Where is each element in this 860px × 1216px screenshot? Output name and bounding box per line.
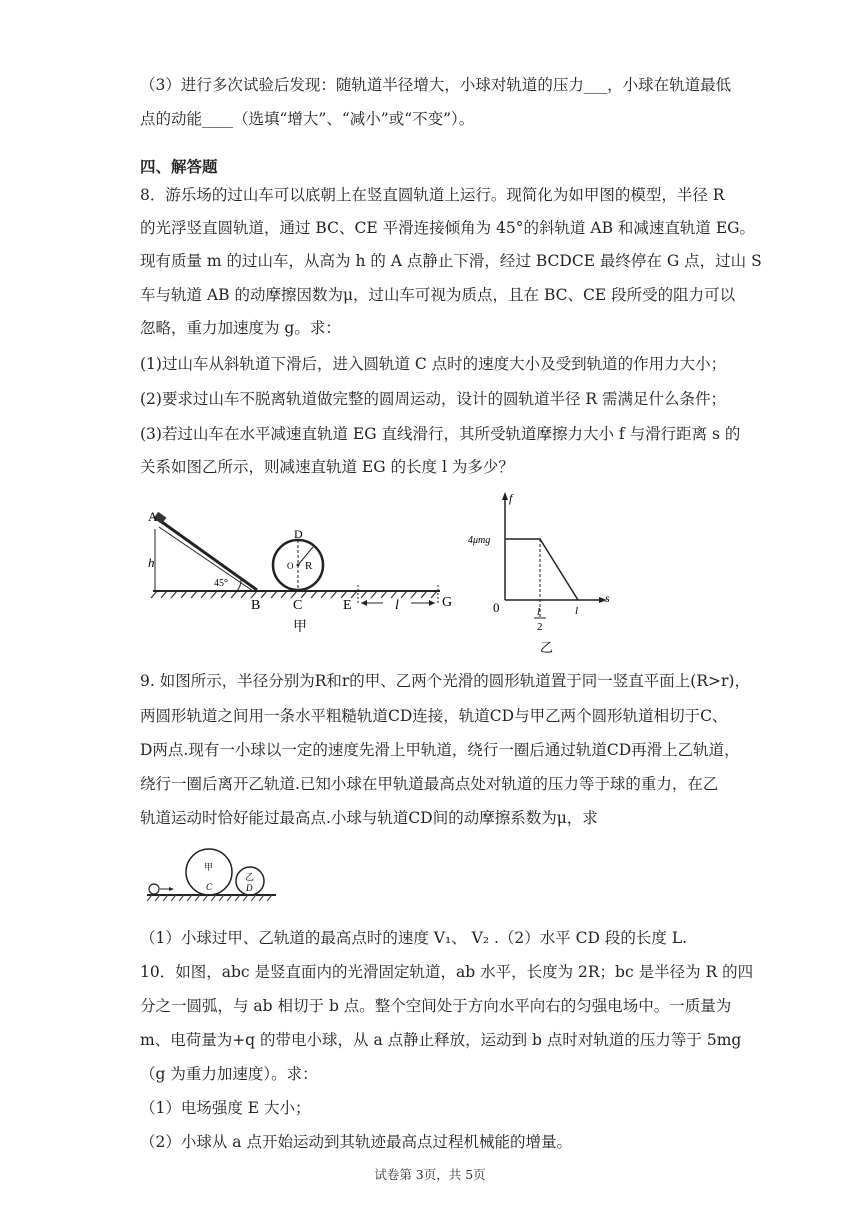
caption-jia: 甲 <box>293 620 307 635</box>
q9-subquestions: （1）小球过甲、乙轨道的最高点时的速度 V₁、 V₂ .（2）水平 CD 段的长度 L. <box>140 929 688 947</box>
q10-line-4: （g 为重力加速度）。求： <box>140 1065 318 1083</box>
label-h: h <box>148 555 155 570</box>
small-ball <box>149 884 159 894</box>
incline-ab <box>159 520 257 591</box>
axis-label-s: s <box>605 591 610 605</box>
q9-label-jia: 甲 <box>204 862 214 872</box>
q8-line-5: 忽略，重力加速度为 g。求： <box>140 319 341 337</box>
q8-line-8: (3)若过山车在水平减速直轨道 EG 直线滑行，其所受轨道摩擦力大小 f 与滑行距离 s 的 <box>140 425 741 443</box>
origin-zero: 0 <box>493 600 500 615</box>
figure-q9 <box>142 840 282 910</box>
q8-line-3: 现有质量 m 的过山车，从高为 h 的 A 点静止下滑，经过 BCDCE 最终停在 G 点，过山 S <box>140 252 762 270</box>
l-tick-label: l <box>575 605 579 617</box>
label-r: R <box>305 560 313 572</box>
section-heading: 四、解答题 <box>140 158 218 176</box>
q8-line-6: (1)过山车从斜轨道下滑后，进入圆轨道 C 点时的速度大小及受到轨道的作用力大小； <box>140 355 727 373</box>
q8-line-4: 车与轨道 AB 的动摩擦因数为μ，过山车可视为质点，且在 BC、CE 段所受的阻力可以 <box>140 286 736 304</box>
friction-curve <box>505 539 578 600</box>
q7-line-1: （3）进行多次试验后发现：随轨道半径增大，小球对轨道的压力___，小球在轨道最低 <box>140 76 732 94</box>
q10-line-1: 10．如图，abc 是竖直面内的光滑固定轨道，ab 水平，长度为 2R；bc 是半径为 R 的四 <box>140 963 754 981</box>
q9-line-4: 绕行一圈后离开乙轨道.已知小球在甲轨道最高点处对轨道的压力等于球的重力，在乙 <box>140 775 719 793</box>
q9-label-c: C <box>206 882 213 892</box>
label-e: E <box>343 598 352 613</box>
q8-line-9: 关系如图乙所示，则减速直轨道 EG 的长度 l 为多少？ <box>140 458 514 476</box>
q9-line-2: 两圆形轨道之间用一条水平粗糙轨道CD连接，轨道CD与甲乙两个圆形轨道相切于C、 <box>140 707 728 725</box>
value-4umg: 4μmg <box>468 535 491 546</box>
figure-jia <box>145 505 475 645</box>
ground-hatch <box>151 591 437 598</box>
q9-line-3: D两点.现有一小球以一定的速度先滑上甲轨道，绕行一圈后通过轨道CD再滑上乙轨道， <box>140 741 740 759</box>
caption-yi: 乙 <box>540 640 554 655</box>
label-a: A <box>148 509 158 524</box>
q8-line-2: 的光浮竖直圆轨道，通过 BC、CE 平滑连接倾角为 45°的斜轨道 AB 和减速直轨道 EG。 <box>140 219 756 237</box>
label-c: C <box>293 598 303 613</box>
axis-label-f: f <box>509 491 513 505</box>
q10-line-2: 分之一圆弧，与 ab 相切于 b 点。整个空间处于方向水平向右的匀强电场中。一质量为 <box>140 997 732 1015</box>
q8-line-7: (2)要求过山车不脱离轨道做完整的圆周运动，设计的圆轨道半径 R 需满足什么条件； <box>140 390 726 408</box>
q9-label-d: D <box>246 883 253 893</box>
q9-line-1: 9. 如图所示，半径分别为R和r的甲、乙两个光滑的圆形轨道置于同一竖直平面上(R>r)， <box>140 672 750 690</box>
label-d: D <box>294 527 303 541</box>
label-g: G <box>442 595 453 610</box>
q9-label-yi: 乙 <box>245 872 255 882</box>
label-b: B <box>251 598 261 613</box>
q7-line-2: 点的动能____（选填“增大”、“减小”或“不变”）。 <box>140 110 475 128</box>
q10-line-3: m、电荷量为+q 的带电小球，从 a 点静止释放，运动到 b 点时对轨道的压力等于 5mg <box>140 1031 742 1049</box>
half-l-numerator: l <box>537 606 541 618</box>
q10-line-6: （2）小球从 a 点开始运动到其轨迹最高点过程机械能的增量。 <box>140 1133 572 1151</box>
half-l-denominator: 2 <box>537 621 543 633</box>
label-angle: 45° <box>214 578 228 589</box>
label-l: l <box>395 598 399 613</box>
label-o: O <box>287 561 294 571</box>
q9-line-5: 轨道运动时恰好能过最高点.小球与轨道CD间的动摩擦系数为μ，求 <box>140 809 598 827</box>
q10-line-5: （1）电场强度 E 大小； <box>140 1099 311 1117</box>
figure-yi-graph <box>460 490 630 660</box>
q8-line-1: 8．游乐场的过山车可以底朝上在竖直圆轨道上运行。现简化为如甲图的模型，半径 R <box>140 186 725 204</box>
page-footer: 试卷第 3页，共 5页 <box>374 1167 486 1182</box>
